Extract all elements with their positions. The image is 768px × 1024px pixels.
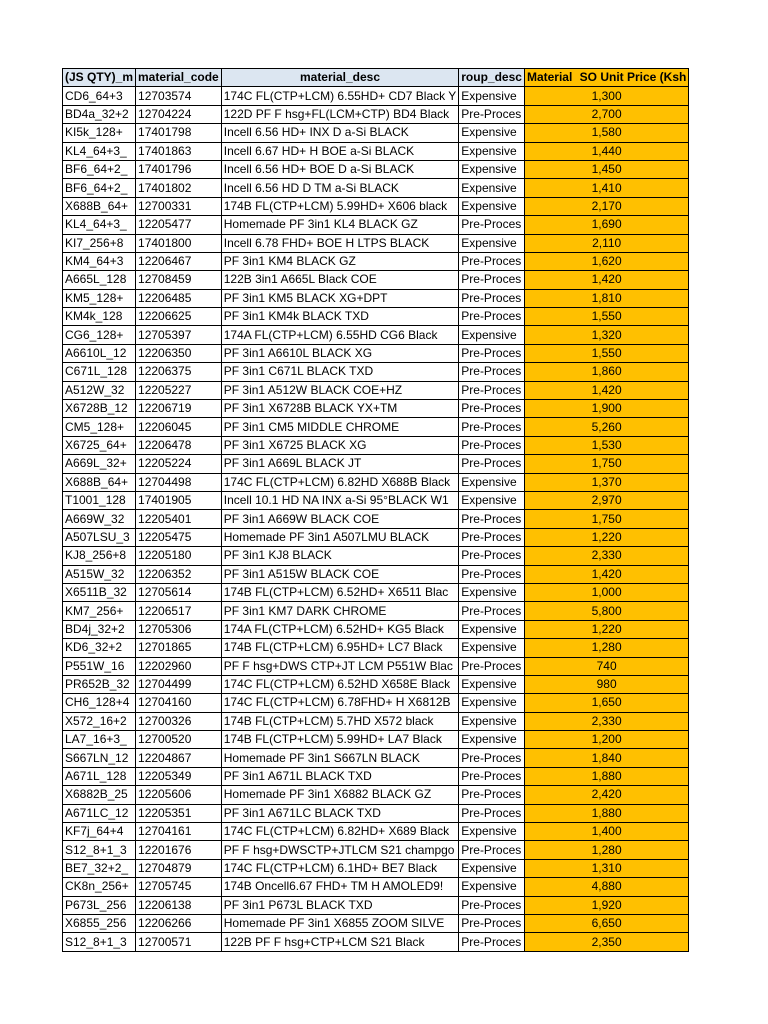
cell-group-desc[interactable]: Pre-Proces bbox=[459, 914, 525, 932]
cell-material-code[interactable]: 12206517 bbox=[136, 602, 222, 620]
cell-material-desc[interactable]: PF 3in1 A669W BLACK COE bbox=[221, 510, 459, 528]
table-row bbox=[63, 473, 689, 491]
cell-material-code[interactable]: 12700331 bbox=[136, 197, 222, 215]
cell-model[interactable]: X6855_256 bbox=[63, 914, 136, 932]
cell-material-desc[interactable]: PF 3in1 A671LC BLACK TXD bbox=[221, 804, 459, 822]
cell-price[interactable]: 1,320 bbox=[524, 326, 688, 344]
cell-material-desc[interactable]: Incell 6.67 HD+ H BOE a-Si BLACK bbox=[221, 142, 459, 160]
cell-price[interactable]: 1,880 bbox=[524, 767, 688, 785]
cell-material-desc[interactable]: PF 3in1 CM5 MIDDLE CHROME bbox=[221, 418, 459, 436]
cell-group-desc[interactable]: Pre-Proces bbox=[459, 289, 525, 307]
cell-price[interactable]: 1,440 bbox=[524, 142, 688, 160]
cell-model[interactable]: CH6_128+4 bbox=[63, 694, 136, 712]
cell-group-desc[interactable]: Pre-Proces bbox=[459, 933, 525, 951]
cell-material-desc[interactable]: 174C FL(CTP+LCM) 6.55HD+ CD7 Black Y bbox=[221, 87, 459, 105]
cell-price[interactable]: 1,900 bbox=[524, 400, 688, 418]
cell-group-desc[interactable]: Pre-Proces bbox=[459, 749, 525, 767]
cell-group-desc[interactable]: Pre-Proces bbox=[459, 216, 525, 234]
table-row bbox=[63, 620, 689, 638]
cell-group-desc[interactable]: Pre-Proces bbox=[459, 400, 525, 418]
cell-material-code[interactable]: 12204867 bbox=[136, 749, 222, 767]
header-row bbox=[63, 69, 689, 87]
cell-material-code[interactable]: 12704224 bbox=[136, 105, 222, 123]
cell-model[interactable]: CG6_128+ bbox=[63, 326, 136, 344]
header-group-desc[interactable]: roup_desc bbox=[459, 69, 525, 87]
table-row bbox=[63, 160, 689, 178]
cell-group-desc[interactable]: Pre-Proces bbox=[459, 308, 525, 326]
cell-material-code[interactable]: 17401905 bbox=[136, 491, 222, 509]
table-row bbox=[63, 326, 689, 344]
cell-material-code[interactable]: 12205180 bbox=[136, 547, 222, 565]
cell-price[interactable]: 1,620 bbox=[524, 252, 688, 270]
table-row bbox=[63, 712, 689, 730]
table-row bbox=[63, 197, 689, 215]
cell-price[interactable]: 1,280 bbox=[524, 639, 688, 657]
cell-model[interactable]: LA7_16+3_ bbox=[63, 731, 136, 749]
header-material-code[interactable]: material_code bbox=[136, 69, 222, 87]
cell-group-desc[interactable]: Pre-Proces bbox=[459, 381, 525, 399]
cell-material-desc[interactable]: 174C FL(CTP+LCM) 6.82HD+ X689 Black bbox=[221, 823, 459, 841]
table-row bbox=[63, 105, 689, 123]
cell-model[interactable]: A671LC_12 bbox=[63, 804, 136, 822]
cell-material-desc[interactable]: PF 3in1 KM5 BLACK XG+DPT bbox=[221, 289, 459, 307]
cell-material-code[interactable]: 12206485 bbox=[136, 289, 222, 307]
cell-material-desc[interactable]: PF 3in1 A6610L BLACK XG bbox=[221, 344, 459, 362]
table-row bbox=[63, 602, 689, 620]
table-row bbox=[63, 694, 689, 712]
cell-model[interactable]: X572_16+2 bbox=[63, 712, 136, 730]
cell-price[interactable]: 1,750 bbox=[524, 510, 688, 528]
cell-model[interactable]: A665L_128 bbox=[63, 271, 136, 289]
cell-model[interactable]: CM5_128+ bbox=[63, 418, 136, 436]
cell-model[interactable]: BD4a_32+2 bbox=[63, 105, 136, 123]
table-row bbox=[63, 914, 689, 932]
cell-model[interactable]: X688B_64+ bbox=[63, 197, 136, 215]
cell-material-desc[interactable]: 122B 3in1 A665L Black COE bbox=[221, 271, 459, 289]
cell-price[interactable]: 1,840 bbox=[524, 749, 688, 767]
cell-material-desc[interactable]: 122D PF F hsg+FL(LCM+CTP) BD4 Black bbox=[221, 105, 459, 123]
cell-model[interactable]: CK8n_256+ bbox=[63, 878, 136, 896]
cell-price[interactable]: 1,650 bbox=[524, 694, 688, 712]
table-row bbox=[63, 271, 689, 289]
header-material-label: Material bbox=[526, 70, 573, 85]
table-row bbox=[63, 749, 689, 767]
cell-material-desc[interactable]: PF 3in1 KM7 DARK CHROME bbox=[221, 602, 459, 620]
cell-material-code[interactable]: 12205349 bbox=[136, 767, 222, 785]
cell-group-desc[interactable]: Expensive bbox=[459, 583, 525, 601]
cell-model[interactable]: KM4_64+3 bbox=[63, 252, 136, 270]
cell-material-code[interactable]: 12206350 bbox=[136, 344, 222, 362]
cell-material-code[interactable]: 12201676 bbox=[136, 841, 222, 859]
cell-group-desc[interactable]: Pre-Proces bbox=[459, 767, 525, 785]
cell-material-code[interactable]: 12704499 bbox=[136, 675, 222, 693]
cell-price[interactable]: 1,920 bbox=[524, 896, 688, 914]
cell-material-code[interactable]: 17401796 bbox=[136, 160, 222, 178]
table-row bbox=[63, 859, 689, 877]
cell-material-desc[interactable]: Incell 6.56 HD+ BOE D a-Si BLACK bbox=[221, 160, 459, 178]
cell-material-desc[interactable]: 174A FL(CTP+LCM) 6.55HD CG6 Black bbox=[221, 326, 459, 344]
cell-group-desc[interactable]: Pre-Proces bbox=[459, 565, 525, 583]
cell-model[interactable]: KI5k_128+ bbox=[63, 124, 136, 142]
cell-model[interactable]: P551W_16 bbox=[63, 657, 136, 675]
cell-material-desc[interactable]: Incell 6.56 HD+ INX D a-Si BLACK bbox=[221, 124, 459, 142]
table-row bbox=[63, 804, 689, 822]
cell-material-code[interactable]: 17401863 bbox=[136, 142, 222, 160]
cell-material-code[interactable]: 12206625 bbox=[136, 308, 222, 326]
cell-material-desc[interactable]: 174C FL(CTP+LCM) 6.82HD X688B Black bbox=[221, 473, 459, 491]
cell-price[interactable]: 1,370 bbox=[524, 473, 688, 491]
cell-material-code[interactable]: 12705306 bbox=[136, 620, 222, 638]
cell-material-desc[interactable]: Homemade PF 3in1 X6855 ZOOM SILVE bbox=[221, 914, 459, 932]
cell-group-desc[interactable]: Pre-Proces bbox=[459, 252, 525, 270]
cell-material-desc[interactable]: Homemade PF 3in1 X6882 BLACK GZ bbox=[221, 786, 459, 804]
cell-price[interactable]: 2,970 bbox=[524, 491, 688, 509]
cell-material-code[interactable]: 12206478 bbox=[136, 436, 222, 454]
table-row bbox=[63, 583, 689, 601]
cell-group-desc[interactable]: Expensive bbox=[459, 87, 525, 105]
cell-group-desc[interactable]: Expensive bbox=[459, 694, 525, 712]
cell-price[interactable]: 2,350 bbox=[524, 933, 688, 951]
table-row bbox=[63, 436, 689, 454]
cell-material-code[interactable]: 12205401 bbox=[136, 510, 222, 528]
cell-material-code[interactable]: 17401798 bbox=[136, 124, 222, 142]
cell-price[interactable]: 2,110 bbox=[524, 234, 688, 252]
cell-price[interactable]: 1,860 bbox=[524, 363, 688, 381]
cell-model[interactable]: KL4_64+3_ bbox=[63, 216, 136, 234]
table-row bbox=[63, 455, 689, 473]
cell-price[interactable]: 6,650 bbox=[524, 914, 688, 932]
cell-material-desc[interactable]: PF 3in1 X6728B BLACK YX+TM bbox=[221, 400, 459, 418]
cell-group-desc[interactable]: Expensive bbox=[459, 859, 525, 877]
cell-price[interactable]: 1,420 bbox=[524, 271, 688, 289]
cell-model[interactable]: P673L_256 bbox=[63, 896, 136, 914]
cell-material-desc[interactable]: PF 3in1 A515W BLACK COE bbox=[221, 565, 459, 583]
cell-material-desc[interactable]: Homemade PF 3in1 S667LN BLACK bbox=[221, 749, 459, 767]
cell-group-desc[interactable]: Expensive bbox=[459, 142, 525, 160]
cell-material-code[interactable]: 12205477 bbox=[136, 216, 222, 234]
cell-model[interactable]: A6610L_12 bbox=[63, 344, 136, 362]
table-row bbox=[63, 363, 689, 381]
cell-price[interactable]: 1,420 bbox=[524, 565, 688, 583]
cell-material-desc[interactable]: PF 3in1 X6725 BLACK XG bbox=[221, 436, 459, 454]
cell-group-desc[interactable]: Expensive bbox=[459, 675, 525, 693]
table-row bbox=[63, 381, 689, 399]
cell-material-code[interactable]: 12705614 bbox=[136, 583, 222, 601]
cell-group-desc[interactable]: Pre-Proces bbox=[459, 105, 525, 123]
cell-model[interactable]: A515W_32 bbox=[63, 565, 136, 583]
cell-price[interactable]: 1,200 bbox=[524, 731, 688, 749]
cell-material-code[interactable]: 12705745 bbox=[136, 878, 222, 896]
cell-group-desc[interactable]: Pre-Proces bbox=[459, 804, 525, 822]
cell-material-desc[interactable]: PF 3in1 A512W BLACK COE+HZ bbox=[221, 381, 459, 399]
cell-price[interactable]: 1,810 bbox=[524, 289, 688, 307]
cell-model[interactable]: KF7j_64+4 bbox=[63, 823, 136, 841]
cell-material-desc[interactable]: 174B FL(CTP+LCM) 6.95HD+ LC7 Black bbox=[221, 639, 459, 657]
cell-group-desc[interactable]: Pre-Proces bbox=[459, 363, 525, 381]
cell-material-desc[interactable]: PF 3in1 A669L BLACK JT bbox=[221, 455, 459, 473]
cell-material-desc[interactable]: 174C FL(CTP+LCM) 6.78FHD+ H X6812B bbox=[221, 694, 459, 712]
cell-price[interactable]: 1,410 bbox=[524, 179, 688, 197]
cell-group-desc[interactable]: Pre-Proces bbox=[459, 510, 525, 528]
cell-material-desc[interactable]: PF 3in1 KM4 BLACK GZ bbox=[221, 252, 459, 270]
cell-group-desc[interactable]: Pre-Proces bbox=[459, 602, 525, 620]
cell-model[interactable]: BE7_32+2_ bbox=[63, 859, 136, 877]
table-row bbox=[63, 124, 689, 142]
cell-group-desc[interactable]: Expensive bbox=[459, 179, 525, 197]
cell-material-desc[interactable]: PF 3in1 KJ8 BLACK bbox=[221, 547, 459, 565]
cell-material-code[interactable]: 12202960 bbox=[136, 657, 222, 675]
table-row bbox=[63, 308, 689, 326]
cell-group-desc[interactable]: Expensive bbox=[459, 197, 525, 215]
cell-model[interactable]: BD4j_32+2 bbox=[63, 620, 136, 638]
cell-material-code[interactable]: 12205475 bbox=[136, 528, 222, 546]
cell-material-code[interactable]: 12206138 bbox=[136, 896, 222, 914]
header-price-label: SO Unit Price (Ksh bbox=[579, 70, 687, 85]
cell-model[interactable]: A671L_128 bbox=[63, 767, 136, 785]
header-price[interactable] bbox=[524, 69, 688, 87]
cell-group-desc[interactable]: Pre-Proces bbox=[459, 547, 525, 565]
cell-model[interactable]: PR652B_32 bbox=[63, 675, 136, 693]
cell-price[interactable]: 1,690 bbox=[524, 216, 688, 234]
cell-material-code[interactable]: 12700326 bbox=[136, 712, 222, 730]
cell-price[interactable]: 1,000 bbox=[524, 583, 688, 601]
table-row bbox=[63, 179, 689, 197]
cell-price[interactable]: 1,220 bbox=[524, 528, 688, 546]
cell-price[interactable]: 1,550 bbox=[524, 344, 688, 362]
cell-model[interactable]: X6882B_25 bbox=[63, 786, 136, 804]
table-row bbox=[63, 657, 689, 675]
cell-material-desc[interactable]: PF F hsg+DWSCTP+JTLCM S21 champgo bbox=[221, 841, 459, 859]
table-row bbox=[63, 547, 689, 565]
cell-model[interactable]: T1001_128 bbox=[63, 491, 136, 509]
cell-price[interactable]: 4,880 bbox=[524, 878, 688, 896]
table-row bbox=[63, 841, 689, 859]
cell-material-code[interactable]: 12708459 bbox=[136, 271, 222, 289]
cell-price[interactable]: 5,800 bbox=[524, 602, 688, 620]
table-row bbox=[63, 234, 689, 252]
cell-group-desc[interactable]: Pre-Proces bbox=[459, 657, 525, 675]
cell-material-code[interactable]: 17401802 bbox=[136, 179, 222, 197]
cell-group-desc[interactable]: Expensive bbox=[459, 620, 525, 638]
cell-material-code[interactable]: 12701865 bbox=[136, 639, 222, 657]
cell-material-code[interactable]: 12206467 bbox=[136, 252, 222, 270]
cell-price[interactable]: 2,330 bbox=[524, 547, 688, 565]
cell-material-desc[interactable]: PF 3in1 P673L BLACK TXD bbox=[221, 896, 459, 914]
cell-material-code[interactable]: 12206266 bbox=[136, 914, 222, 932]
cell-material-code[interactable]: 12205224 bbox=[136, 455, 222, 473]
cell-price[interactable]: 1,280 bbox=[524, 841, 688, 859]
table-row bbox=[63, 400, 689, 418]
cell-price[interactable]: 980 bbox=[524, 675, 688, 693]
cell-group-desc[interactable]: Expensive bbox=[459, 160, 525, 178]
table-row bbox=[63, 142, 689, 160]
table-row bbox=[63, 491, 689, 509]
cell-material-desc[interactable]: 174B FL(CTP+LCM) 5.99HD+ X606 black bbox=[221, 197, 459, 215]
cell-material-code[interactable]: 12700571 bbox=[136, 933, 222, 951]
cell-price[interactable]: 1,220 bbox=[524, 620, 688, 638]
table-row bbox=[63, 565, 689, 583]
cell-material-code[interactable]: 12704879 bbox=[136, 859, 222, 877]
cell-model[interactable]: KD6_32+2 bbox=[63, 639, 136, 657]
cell-material-desc[interactable]: 174B FL(CTP+LCM) 6.52HD+ X6511 Blac bbox=[221, 583, 459, 601]
cell-price[interactable]: 1,450 bbox=[524, 160, 688, 178]
cell-material-desc[interactable]: 174B FL(CTP+LCM) 5.7HD X572 black bbox=[221, 712, 459, 730]
cell-group-desc[interactable]: Expensive bbox=[459, 731, 525, 749]
table-row bbox=[63, 786, 689, 804]
cell-group-desc[interactable]: Expensive bbox=[459, 234, 525, 252]
cell-model[interactable]: KM5_128+ bbox=[63, 289, 136, 307]
cell-model[interactable]: S12_8+1_3 bbox=[63, 933, 136, 951]
table-row bbox=[63, 731, 689, 749]
cell-price[interactable]: 1,400 bbox=[524, 823, 688, 841]
cell-material-code[interactable]: 12206045 bbox=[136, 418, 222, 436]
cell-material-code[interactable]: 12703574 bbox=[136, 87, 222, 105]
cell-material-code[interactable]: 12704498 bbox=[136, 473, 222, 491]
table-row bbox=[63, 639, 689, 657]
cell-material-desc[interactable]: 174B FL(CTP+LCM) 5.99HD+ LA7 Black bbox=[221, 731, 459, 749]
cell-group-desc[interactable]: Expensive bbox=[459, 124, 525, 142]
cell-group-desc[interactable]: Pre-Proces bbox=[459, 436, 525, 454]
table-row bbox=[63, 878, 689, 896]
cell-price[interactable]: 2,170 bbox=[524, 197, 688, 215]
cell-material-code[interactable]: 12205606 bbox=[136, 786, 222, 804]
cell-model[interactable]: BF6_64+2_ bbox=[63, 160, 136, 178]
table-row bbox=[63, 528, 689, 546]
cell-price[interactable]: 2,330 bbox=[524, 712, 688, 730]
table-row bbox=[63, 87, 689, 105]
cell-group-desc[interactable]: Pre-Proces bbox=[459, 528, 525, 546]
cell-price[interactable]: 1,530 bbox=[524, 436, 688, 454]
cell-group-desc[interactable]: Expensive bbox=[459, 712, 525, 730]
cell-material-desc[interactable]: Incell 10.1 HD NA INX a-Si 95°BLACK W1 bbox=[221, 491, 459, 509]
cell-group-desc[interactable]: Expensive bbox=[459, 639, 525, 657]
cell-material-code[interactable]: 12206375 bbox=[136, 363, 222, 381]
cell-material-code[interactable]: 12205351 bbox=[136, 804, 222, 822]
cell-model[interactable]: A512W_32 bbox=[63, 381, 136, 399]
cell-group-desc[interactable]: Expensive bbox=[459, 491, 525, 509]
cell-material-code[interactable]: 12206719 bbox=[136, 400, 222, 418]
table-row bbox=[63, 289, 689, 307]
cell-model[interactable]: X6725_64+ bbox=[63, 436, 136, 454]
cell-model[interactable]: KJ8_256+8 bbox=[63, 547, 136, 565]
cell-model[interactable]: CD6_64+3 bbox=[63, 87, 136, 105]
cell-material-desc[interactable]: 174C FL(CTP+LCM) 6.1HD+ BE7 Black bbox=[221, 859, 459, 877]
table-row bbox=[63, 510, 689, 528]
cell-price[interactable]: 1,420 bbox=[524, 381, 688, 399]
header-material-desc[interactable]: material_desc bbox=[221, 69, 459, 87]
cell-group-desc[interactable]: Pre-Proces bbox=[459, 418, 525, 436]
cell-price[interactable]: 1,880 bbox=[524, 804, 688, 822]
cell-price[interactable]: 740 bbox=[524, 657, 688, 675]
cell-material-desc[interactable]: 174B Oncell6.67 FHD+ TM H AMOLED9! bbox=[221, 878, 459, 896]
table-row bbox=[63, 216, 689, 234]
cell-model[interactable]: BF6_64+2_ bbox=[63, 179, 136, 197]
cell-material-code[interactable]: 12704161 bbox=[136, 823, 222, 841]
cell-material-code[interactable]: 12205227 bbox=[136, 381, 222, 399]
table-row bbox=[63, 675, 689, 693]
cell-material-desc[interactable]: PF 3in1 A671L BLACK TXD bbox=[221, 767, 459, 785]
cell-price[interactable]: 1,300 bbox=[524, 87, 688, 105]
cell-price[interactable]: 1,750 bbox=[524, 455, 688, 473]
cell-price[interactable]: 2,700 bbox=[524, 105, 688, 123]
cell-model[interactable]: X688B_64+ bbox=[63, 473, 136, 491]
cell-group-desc[interactable]: Pre-Proces bbox=[459, 344, 525, 362]
cell-model[interactable]: A669L_32+ bbox=[63, 455, 136, 473]
header-qty-model[interactable]: (JS QTY)_m bbox=[63, 69, 136, 87]
cell-price[interactable]: 1,580 bbox=[524, 124, 688, 142]
cell-material-code[interactable]: 12704160 bbox=[136, 694, 222, 712]
table-row bbox=[63, 933, 689, 951]
table-row bbox=[63, 767, 689, 785]
cell-model[interactable]: KI7_256+8 bbox=[63, 234, 136, 252]
cell-model[interactable]: KM4k_128 bbox=[63, 308, 136, 326]
cell-price[interactable]: 2,420 bbox=[524, 786, 688, 804]
cell-model[interactable]: X6728B_12 bbox=[63, 400, 136, 418]
spreadsheet-table bbox=[62, 68, 689, 952]
cell-price[interactable]: 5,260 bbox=[524, 418, 688, 436]
cell-group-desc[interactable]: Pre-Proces bbox=[459, 455, 525, 473]
cell-material-desc[interactable]: PF F hsg+DWS CTP+JT LCM P551W Blac bbox=[221, 657, 459, 675]
cell-group-desc[interactable]: Pre-Proces bbox=[459, 841, 525, 859]
cell-model[interactable]: S12_8+1_3 bbox=[63, 841, 136, 859]
cell-material-code[interactable]: 12206352 bbox=[136, 565, 222, 583]
cell-material-desc[interactable]: PF 3in1 C671L BLACK TXD bbox=[221, 363, 459, 381]
cell-material-code[interactable]: 12700520 bbox=[136, 731, 222, 749]
cell-group-desc[interactable]: Expensive bbox=[459, 326, 525, 344]
cell-model[interactable]: C671L_128 bbox=[63, 363, 136, 381]
table-body bbox=[63, 87, 689, 951]
cell-material-desc[interactable]: 174C FL(CTP+LCM) 6.52HD X658E Black bbox=[221, 675, 459, 693]
cell-model[interactable]: KM7_256+ bbox=[63, 602, 136, 620]
cell-material-desc[interactable]: Incell 6.56 HD D TM a-Si BLACK bbox=[221, 179, 459, 197]
cell-material-desc[interactable]: Homemade PF 3in1 A507LMU BLACK bbox=[221, 528, 459, 546]
table-row bbox=[63, 896, 689, 914]
cell-material-code[interactable]: 17401800 bbox=[136, 234, 222, 252]
table-row bbox=[63, 252, 689, 270]
cell-material-desc[interactable]: Homemade PF 3in1 KL4 BLACK GZ bbox=[221, 216, 459, 234]
cell-group-desc[interactable]: Pre-Proces bbox=[459, 271, 525, 289]
cell-group-desc[interactable]: Pre-Proces bbox=[459, 896, 525, 914]
cell-material-code[interactable]: 12705397 bbox=[136, 326, 222, 344]
table-row bbox=[63, 823, 689, 841]
cell-model[interactable]: S667LN_12 bbox=[63, 749, 136, 767]
cell-model[interactable]: A507LSU_3 bbox=[63, 528, 136, 546]
cell-material-desc[interactable]: 174A FL(CTP+LCM) 6.52HD+ KG5 Black bbox=[221, 620, 459, 638]
cell-model[interactable]: X6511B_32 bbox=[63, 583, 136, 601]
cell-price[interactable]: 1,550 bbox=[524, 308, 688, 326]
cell-material-desc[interactable]: PF 3in1 KM4k BLACK TXD bbox=[221, 308, 459, 326]
cell-group-desc[interactable]: Expensive bbox=[459, 878, 525, 896]
cell-group-desc[interactable]: Pre-Proces bbox=[459, 786, 525, 804]
cell-model[interactable]: KL4_64+3_ bbox=[63, 142, 136, 160]
cell-material-desc[interactable]: Incell 6.78 FHD+ BOE H LTPS BLACK bbox=[221, 234, 459, 252]
table-row bbox=[63, 344, 689, 362]
cell-material-desc[interactable]: 122B PF F hsg+CTP+LCM S21 Black bbox=[221, 933, 459, 951]
cell-price[interactable]: 1,310 bbox=[524, 859, 688, 877]
table-row bbox=[63, 418, 689, 436]
cell-group-desc[interactable]: Expensive bbox=[459, 823, 525, 841]
cell-group-desc[interactable]: Expensive bbox=[459, 473, 525, 491]
cell-model[interactable]: A669W_32 bbox=[63, 510, 136, 528]
